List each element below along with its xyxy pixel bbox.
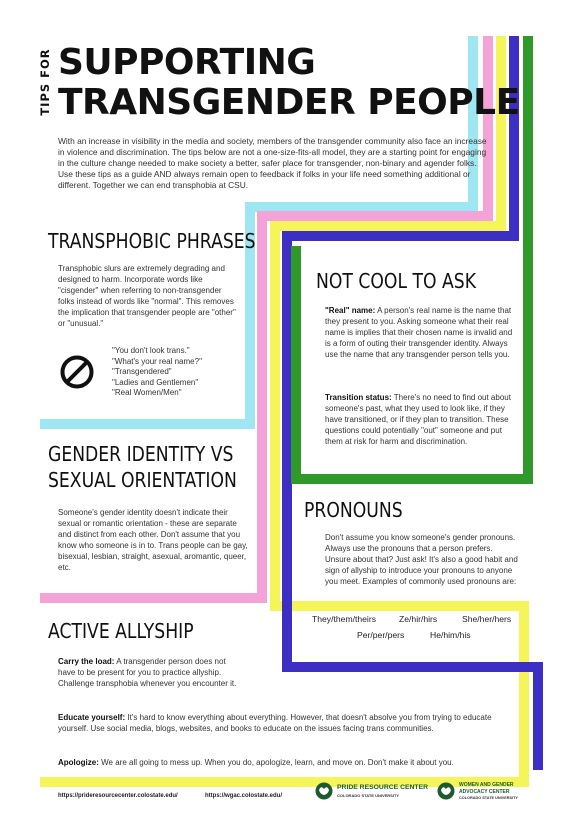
real-name-text: A person's real name is the name that they present to you. Asking someone what their real name is implies that their chosen name is invalid and is a form of outing their transgender identity. Always use the name that any transgender person tells you. <box>325 306 513 359</box>
wgac-logo-line-2: ADVOCACY CENTER <box>459 789 510 795</box>
pronoun-item: He/him/his <box>430 630 471 640</box>
quote-item: "Real Women/Men" <box>112 388 182 397</box>
ram-logo-icon <box>437 782 455 800</box>
pride-resource-center-logo <box>315 782 435 804</box>
quote-item: "What's your real name?" <box>112 356 202 366</box>
educate-paragraph <box>58 712 513 734</box>
carry-text: A transgender person does not have to be present for you to practice allyship. Challenge transphobia whenever you encounter it. <box>58 657 237 688</box>
pronouns-body: Don't assume you know someone's gender pronouns. Always use the pronouns that a person prefers. Unsure about that? Just ask! It's also a good habit and sign of allyship to introduce your pronouns to anyone you meet. Examples of commonly used pronouns are: <box>325 533 518 586</box>
pronoun-item: They/them/theirs <box>312 614 376 624</box>
ram-logo-icon <box>315 782 333 800</box>
wgac-logo-line-3: COLORADO STATE UNIVERSITY <box>459 796 518 800</box>
intro-paragraph: With an increase in visibility in the media and society, members of the transgender community also face an increase in violence and discrimination. The tips below are not a one-size-fits-all model, they are a starting point for engaging in the culture change needed to make society a better, safer place for transgender, non-binary and agender folks. Use these tips as a guide AND always remain open to feedback if folks in your life need something additional or different. Together we can end transphobia at CSU. <box>58 136 487 190</box>
wgac-url-link[interactable]: https://wgac.colostate.edu/ <box>205 793 283 799</box>
transition-paragraph <box>325 392 515 447</box>
wgac-logo <box>437 782 537 808</box>
quote-item: "Transgendered" <box>112 367 172 376</box>
carry-paragraph <box>58 656 243 689</box>
real-name-label: "Real" name: <box>325 306 376 315</box>
title-line-2: TRANSGENDER PEOPLE <box>58 82 520 123</box>
pronoun-item: She/her/hers <box>462 614 512 624</box>
pronoun-item: Ze/hir/hirs <box>399 614 438 624</box>
identity-heading-line-1: GENDER IDENTITY VS <box>48 442 234 466</box>
identity-body: Someone's gender identity doesn't indicate their sexual or romantic orientation - these are separate and distinct from each other. Don't assume that you know who someone is in to. Trans people can be gay, bisexual, lesbian, straight, asexual, aromantic, queer, etc. <box>58 508 248 572</box>
apologize-paragraph <box>58 757 518 768</box>
pride-url-link[interactable]: https://prideresourcecenter.colostate.edu/ <box>58 793 178 799</box>
not-cool-heading: NOT COOL TO ASK <box>316 269 477 293</box>
quote-item: "You don't look trans." <box>112 346 190 355</box>
transition-text: There's no need to find out about someone's past, what they used to look like, if they have transitioned, or if they plan to transition. These questions could potentially "out" someone and put them at risk for harm and discrimination. <box>325 393 511 446</box>
transphobic-body: Transphobic slurs are extremely degrading and designed to harm. Incorporate words like "cisgender" when referring to non-transgender folks instead of words like "normal". This removes the implication that transgender people are "other" or "unusual." <box>58 264 236 328</box>
transphobic-heading: TRANSPHOBIC PHRASES <box>48 229 256 253</box>
tips-for-label: TIPS FOR <box>38 48 52 116</box>
pronoun-item: Per/per/pers <box>357 630 405 640</box>
pride-logo-line-2: COLORADO STATE UNIVERSITY <box>337 793 400 798</box>
apologize-label: Apologize: <box>58 758 99 767</box>
title-line-1: SUPPORTING <box>58 42 316 83</box>
identity-heading-line-2: SEXUAL ORIENTATION <box>48 468 237 492</box>
transition-label: Transition status: <box>325 393 392 402</box>
educate-label: Educate yourself: <box>58 713 126 722</box>
carry-label: Carry the load: <box>58 657 115 666</box>
quote-item: "Ladies and Gentlemen" <box>112 377 199 387</box>
real-name-paragraph <box>325 305 515 360</box>
pride-logo-line-1: PRIDE RESOURCE CENTER <box>337 784 429 791</box>
pronouns-heading: PRONOUNS <box>304 498 403 522</box>
wgac-logo-line-1: WOMEN AND GENDER <box>459 782 514 788</box>
transphobic-quotes <box>112 346 202 399</box>
no-symbol-icon <box>60 355 94 389</box>
educate-text: It's hard to know everything about everything. However, that doesn't absolve you from trying to educate yourself. Use social media, blogs, websites, and books to educate on the issues facing trans communities. <box>58 713 492 733</box>
allyship-heading: ACTIVE ALLYSHIP <box>48 619 194 643</box>
apologize-text: We are all going to mess up. When you do, apologize, learn, and move on. Don't make it about you. <box>101 758 454 767</box>
